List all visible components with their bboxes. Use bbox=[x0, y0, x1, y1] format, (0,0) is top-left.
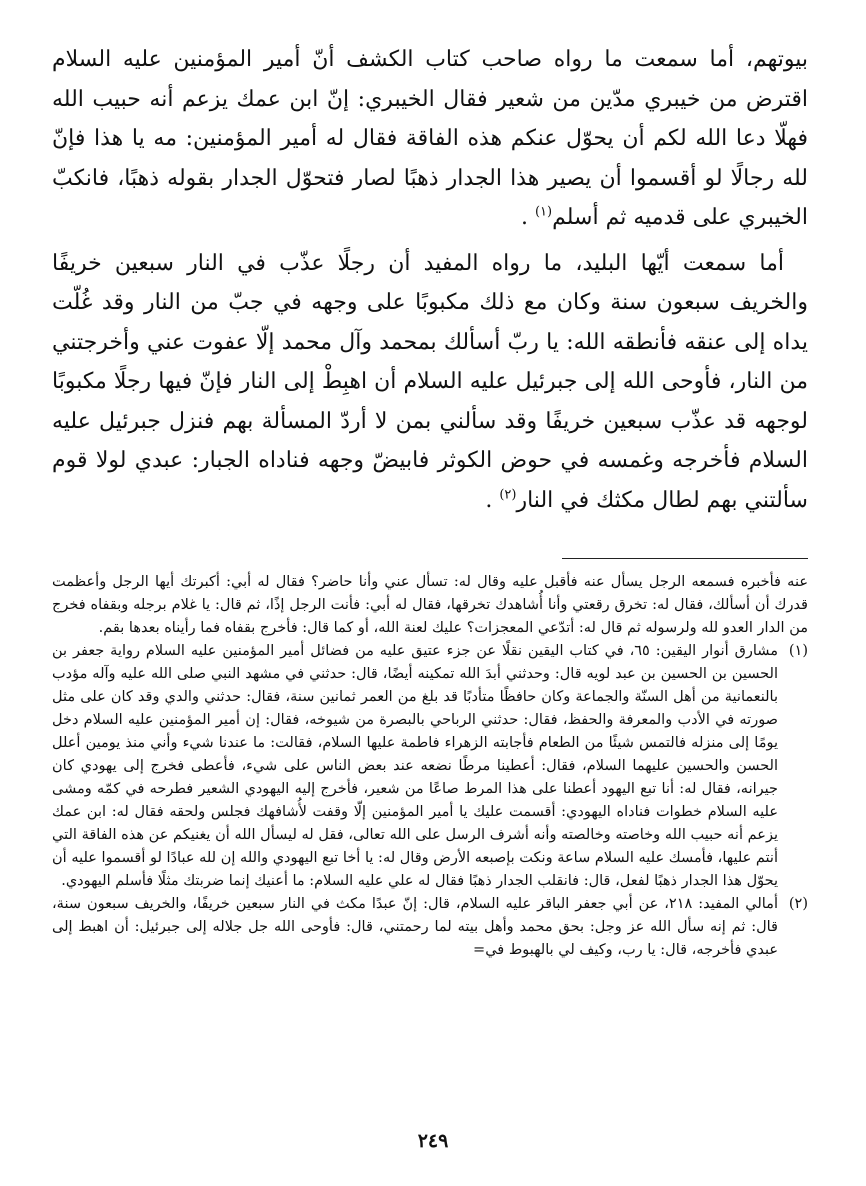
footnote-ref-2: (٢) bbox=[499, 487, 517, 503]
footnote-ref-1: (١) bbox=[534, 204, 553, 220]
footnote-1 bbox=[52, 640, 808, 893]
paragraph-1 bbox=[52, 40, 808, 238]
footnote-1-text: مشارق أنوار اليقين: ٦٥، في كتاب اليقين نقلًا عن جزء عتيق عليه من فضائل أمير المؤمنين عليه السلام رواية جعفر بن الحسين بن الحسين بن عبد لويه قال: وحدثني أبدَ الله تمكينه أيضًا، قال: حدثني في مشهد النبي صلى الله عليه وآله مؤدب بالنعمانية من أهل السنّة والجماعة وكان حافظًا متأدبًا قد بلغ من العمر ثمانين سنة، فقال: حدثني والدي وقد كان على مثل صورته في الأدب والمعرفة والحفظ، فقال: حدثني الرباحي بالبصرة من شيوخه، فقال: إن أمير المؤمنين عليه السلام دخل يومًا إلى منزله فالتمس شيئًا من الطعام فأجابته الزهراء فاطمة عليها السلام، فقالت: ما عندنا شيء وأني منذ يومين أعلل الحسن والحسين عليهما السلام، فقال: أعطينا مرطًا نضعه عند بعض الناس على شيء، فأعطى فخرج إلى يهودي كان جيرانه، فقال له: أنا تبع اليهود أعطنا على هذا المرط صاعًا من شعير، فأخرج إليه اليهودي الشعير فطرحه في كمّه ومشى عليه السلام خطوات فناداه اليهودي: أقسمت عليك يا أمير المؤمنين إلّا وقفت لأُشافهك فجلس ولحقه فقال له: ابن عمك يزعم أنه حبيب الله وخاصته وخالصته وأنه أشرف الرسل على الله تعالى، فقل له ليسأل الله أن يغنيكم عن هذه الفاقة التي أنتم عليها، فأمسك عليه السلام ساعة ونكت بإصبعه الأرض وقال له: يا أخا تبع اليهودي والله إن لله عبادًا لو أقسموا عليه أن يحوّل هذا الجدار ذهبًا لفعل، قال: فانقلب الجدار ذهبًا فقال له علي عليه السلام: ما أعنيك إنما ضربتك مثلًا فأسلم اليهودي. bbox=[52, 643, 778, 889]
footnote-separator bbox=[562, 558, 808, 559]
page-number: ٢٤٩ bbox=[417, 1130, 449, 1152]
main-text bbox=[52, 40, 808, 520]
footnotes bbox=[52, 571, 808, 962]
footnote-continuation: عنه فأخبره فسمعه الرجل يسأل عنه فأقبل عليه وقال له: تسأل عني وأنا حاضر؟ فقال له أبي: أكبرتك أيها الرجل وأعظمت قدرك أن أسألك، فقال له: تخرق رقعتي وأنا أُشاهدك تخرقها، فقال له أبي: فأنت الرجل إذًا، ثم قال: يا غلام برجله وبقفاه فخرج من الدار العدو لله ولرسوله ثم قال له: أتدّعي المعجزات؟ عليك لعنة الله، أو كما قال: فأخرج بقفاه فما رأيناه بعدها بقم. bbox=[52, 574, 808, 636]
paragraph-2-text: أما سمعت أيّها البليد، ما رواه المفيد أن رجلًا عذّب في النار سبعين خريفًا والخريف سبعون سنة وكان مع ذلك مكبوبًا على وجهه في جبّ من النار وقد غُلّت يداه إلى عنقه فأنطقه الله: يا ربّ أسألك بمحمد وآل محمد إلّا عفوت عني وأخرجتني من النار، فأوحى الله إلى جبرئيل عليه السلام أن اهبِطْ إلى النار فإنّ فيها رجلًا مكبوبًا لوجهه قد عذّب سبعين خريفًا وقد سألني بمن لا أردّ المسألة بهم فنزل جبرئيل عليه السلام فأخرجه وغمسه في حوض الكوثر فابيضّ وجهه فناداه الجبار: عبدي لولا قوم سألتني بهم لطال مكثك في النار bbox=[52, 250, 808, 513]
paragraph-2 bbox=[52, 244, 808, 521]
paragraph-1-text: بيوتهم، أما سمعت ما رواه صاحب كتاب الكشف أنّ أمير المؤمنين عليه السلام اقترض من خيبري مدّين من شعير فقال الخيبري: إنّ ابن عمك يزعم أنه حبيب الله فهلّا دعا الله لكم أن يحوّل عنكم هذه الفاقة فقال له أمير المؤمنين: مه يا هذا فإنّ لله رجالًا لو أقسموا أن يصير هذا الجدار ذهبًا لصار فتحوّل الجدار بقوله ذهبًا، فانكبّ الخيبري على قدميه ثم أسلم bbox=[52, 47, 808, 230]
paragraph-2-end: . bbox=[485, 487, 493, 513]
paragraph-1-end: . bbox=[520, 205, 528, 230]
footnote-2-text: أمالي المفيد: ٢١٨، عن أبي جعفر الباقر عليه السلام، قال: إنّ عبدًا مكث في النار سبعين خريفًا، والخريف سبعون سنة، قال: ثم إنه سأل الله عز وجل: بحق محمد وأهل بيته لما رحمتني، قال: فأوحى الله جل جلاله إلى جبرئيل: أن اهبط إلى عبدي فأخرجه، قال: يا رب، وكيف لي بالهبوط في= bbox=[52, 896, 778, 958]
footnote-2 bbox=[52, 893, 808, 962]
footnote-1-number: (١) bbox=[788, 643, 808, 659]
footnote-2-number: (٢) bbox=[788, 896, 808, 912]
